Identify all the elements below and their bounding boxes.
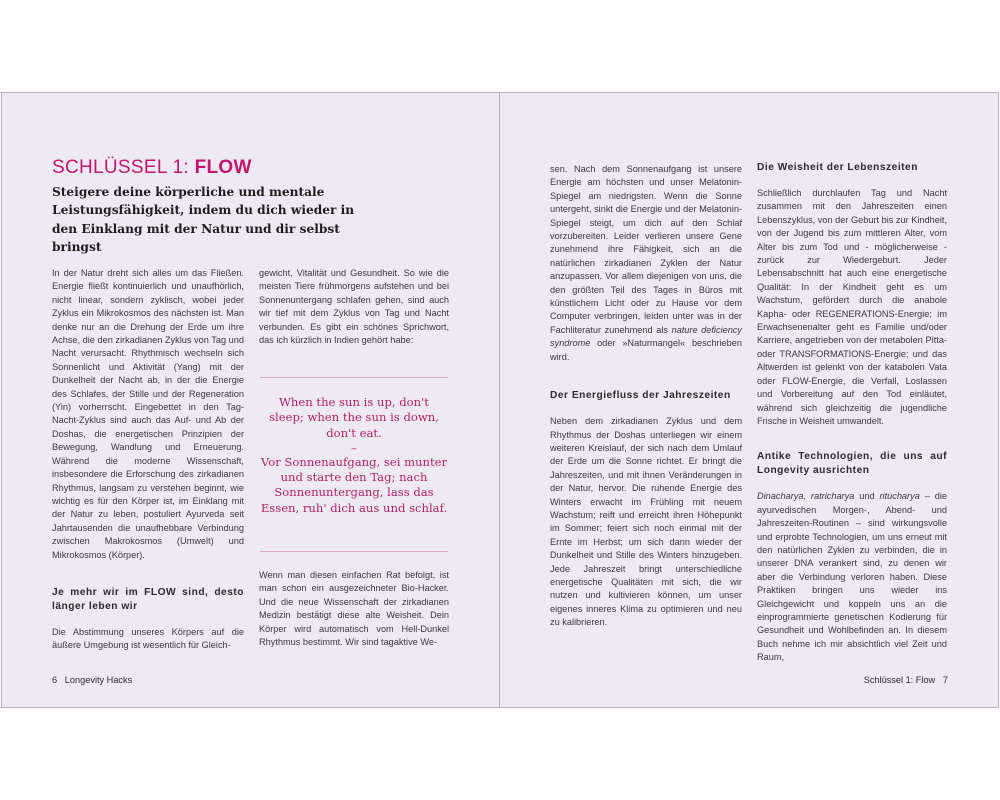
chapter-heading (52, 157, 252, 179)
paragraph (550, 163, 742, 364)
page-number: 6 (52, 675, 58, 685)
text-run: sen. Nach dem Sonnenaufgang ist unsere Energie am höchsten und unser Melatonin-Spiegel am niedrigsten. Wenn die Sonne untergeht, sinkt die Energie und der Melatonin-Spiegel steigt, um dich auf den Schlaf vorzubereiten. Leider verlieren unsere Gene zunehmend ihre Fähigkeit, sich an die natürlichen zirkadianen Zyklen der Natur anzupassen. Vor allem diejenigen von uns, die den größten Teil des Tages in Büros mit künstlichem Licht oder zu Hause vor dem Computer verbringen, leiden unter was in der Fachliteratur zunehmend als (550, 164, 742, 335)
paragraph: In der Natur dreht sich alles um das Fließen. Energie fließt kontinuierlich und unaufhörlich, nicht linear, sondern zyklisch, wobei jeder Zyklus ein Mikrokosmos des nächsten ist. Man denke nur an die Drehung der Erde um ihre Achse, die den zirkadianen Zyklus von Tag und Nacht verursacht. Rhythmisch wechseln sich Sonnenlicht und Aktivität (Yang) mit der Dunkelheit der Nacht ab, in der die Energie des Schlafes, der Stille und der Regeneration (Yin) vorherrscht. Eingebettet in den Tag-Nacht-Zyklus sind auch das Auf- und Ab der Doshas, die energetischen Prinzipien der Bewegung, Wandlung und Erneuerung. Während die moderne Wissenschaft, insbesondere die Erforschung des zirkadianen Rhythmus, langsam zu verstehen beginnt, wie wichtig es für den Körper ist, im Einklang mit der Natur zu leben, postuliert Ayurveda seit Jahrtausenden die unaufhebbare Verbindung zwischen Makrokosmos (Umwelt) und Mikrokosmos (Körper). (52, 268, 244, 560)
quote-german: Vor Sonnenaufgang, sei munter und starte den Tag; nach Sonnenuntergang, lass das Essen, ruh' dich aus und schlaf. (260, 454, 448, 515)
paragraph: Wenn man diesen einfachen Rat befolgt, ist man schon ein ausgezeichneter Bio-Hacker. Und die neue Wissenschaft der zirkadianen Medizin bestätigt diese alte Weisheit. Dein Körper wird automatisch vom Hell-Dunkel Rhythmus bestimmt. Wir sind tagaktive We- (259, 570, 449, 648)
book-spread (0, 92, 999, 708)
paragraph: Neben dem zirkadianen Zyklus und dem Rhythmus der Doshas unterliegen wir einem weiteren Kreislauf, der sich nach dem Umlauf der Erde um die Sonne richtet. Er bringt die Jahreszeiten, und mit ihnen Veränderungen in der Natur, hervor. Die ruhende Energie des Winters erwacht im Frühling mit neuem Wachstum; reift und erreicht ihren Höhepunkt im Sommer; feiert sich noch einmal mit der Ernte im Herbst; um sich dann wieder der Dunkelheit und Stille des Winters hinzugeben. Jede Jahreszeit bringt unterschiedliche energetische Qualitäten mit sich, die wir nutzen und kultivieren können, um unser eigenes inneres Klima zu optimieren und neu zu kalibrieren. (550, 416, 742, 628)
text-run: – die ayurvedischen Morgen-, Abend- und Jahreszeiten-Routinen – sind wirkungsvolle und erprobte Technologien, um uns erneut mit den natürlichen Zyklen zu verbinden, die in unserer DNA verankert sind, zu denen wir aber die Verbindung verloren haben. Diese Praktiken bringen uns wieder ins Gleichgewicht und koppeln uns an die einprogrammierte genetischen Kodierung für Gesundheit und Wohlbefinden an. In diesem Buch nehme ich mir absichtlich viel Zeit und Raum, (757, 491, 947, 663)
chapter-heading-key: FLOW (194, 157, 252, 178)
left-column-2-top (259, 267, 449, 347)
italic-term: nature deficiency syndrome (550, 324, 742, 349)
running-title: Schlüssel 1: Flow (863, 675, 936, 685)
paragraph: Schließlich durchlaufen Tag und Nacht zusammen mit den Jahreszeiten einen Lebenszyklus, von der Geburt bis zur Kindheit, von der Jugend bis zum mittleren Alter, vom Alter bis zum Tod und - möglicherweise - zurück zur Wiedergeburt. Jeder Lebensabschnitt hat auch eine energetische Qualität: In der Kindheit geht es um Wachstum, gefördert durch die anabole Kapha- oder REGENERATIONS-Energie; im Erwachsenenalter geht es Familie und/oder Karriere, angetrieben von der metabolen Pitta- oder TRANSFORMATIONS-Energie; und das Altwerden ist gelenkt von der katabolen Vata oder FLOW-Energie, die Verfall, Loslassen und Vorbereitung auf den Tod einläutet, während sich gleichzeitig die jugendliche Frische in Weisheit umwandelt. (757, 188, 947, 426)
section-heading-flow-longevity: Je mehr wir im FLOW sind, desto länger leben wir (52, 586, 244, 612)
text-run: oder »Naturmangel« beschrieben wird. (550, 338, 742, 362)
paragraph: Die Abstimmung unseres Körpers auf die äußere Umgebung ist wesentlich für Gleich- (52, 626, 244, 651)
paragraph: gewicht, Vitalität und Gesundheit. So wie die meisten Tiere frühmorgens aufstehen und bei Sonnenuntergang schlafen gehen, sind auch wir tief mit dem Zyklus von Tag und Nacht verbunden. Es gibt ein schönes Sprichwort, das ich kürzlich in Indien gehört habe: (259, 268, 449, 346)
section-heading-seasons: Der Energiefluss der Jahreszeiten (550, 390, 731, 402)
chapter-heading-prefix: SCHLÜSSEL 1: (52, 157, 195, 178)
page-number: 7 (942, 675, 948, 685)
italic-term: Dinacharya, ratricharya (757, 491, 855, 502)
right-page-footer (864, 675, 948, 685)
quote-separator: – (351, 440, 357, 455)
left-column-1 (52, 267, 244, 653)
section-heading-ancient-tech: Antike Technologien, die uns auf Longevity ausrichten (757, 451, 947, 477)
left-page (1, 93, 500, 707)
quote-english: When the sun is up, don't sleep; when the sun is down, don't eat. (269, 395, 439, 440)
running-title: Longevity Hacks (64, 675, 133, 685)
right-column-1 (550, 163, 742, 630)
chapter-subheading: Steigere deine körperliche und mentale Leistungsfähigkeit, indem du dich wieder in den Einklang mit der Natur und dir selbst bringst (52, 185, 355, 255)
right-page (500, 93, 999, 707)
paragraph (757, 490, 947, 664)
pull-quote (260, 377, 448, 552)
right-column-2 (757, 161, 947, 665)
left-column-2-bottom (259, 569, 449, 649)
left-page-footer (52, 675, 132, 685)
text-run: und (854, 491, 880, 502)
italic-term: ritucharya (879, 491, 920, 502)
section-heading-life-stages: Die Weisheit der Lebenszeiten (757, 162, 918, 173)
